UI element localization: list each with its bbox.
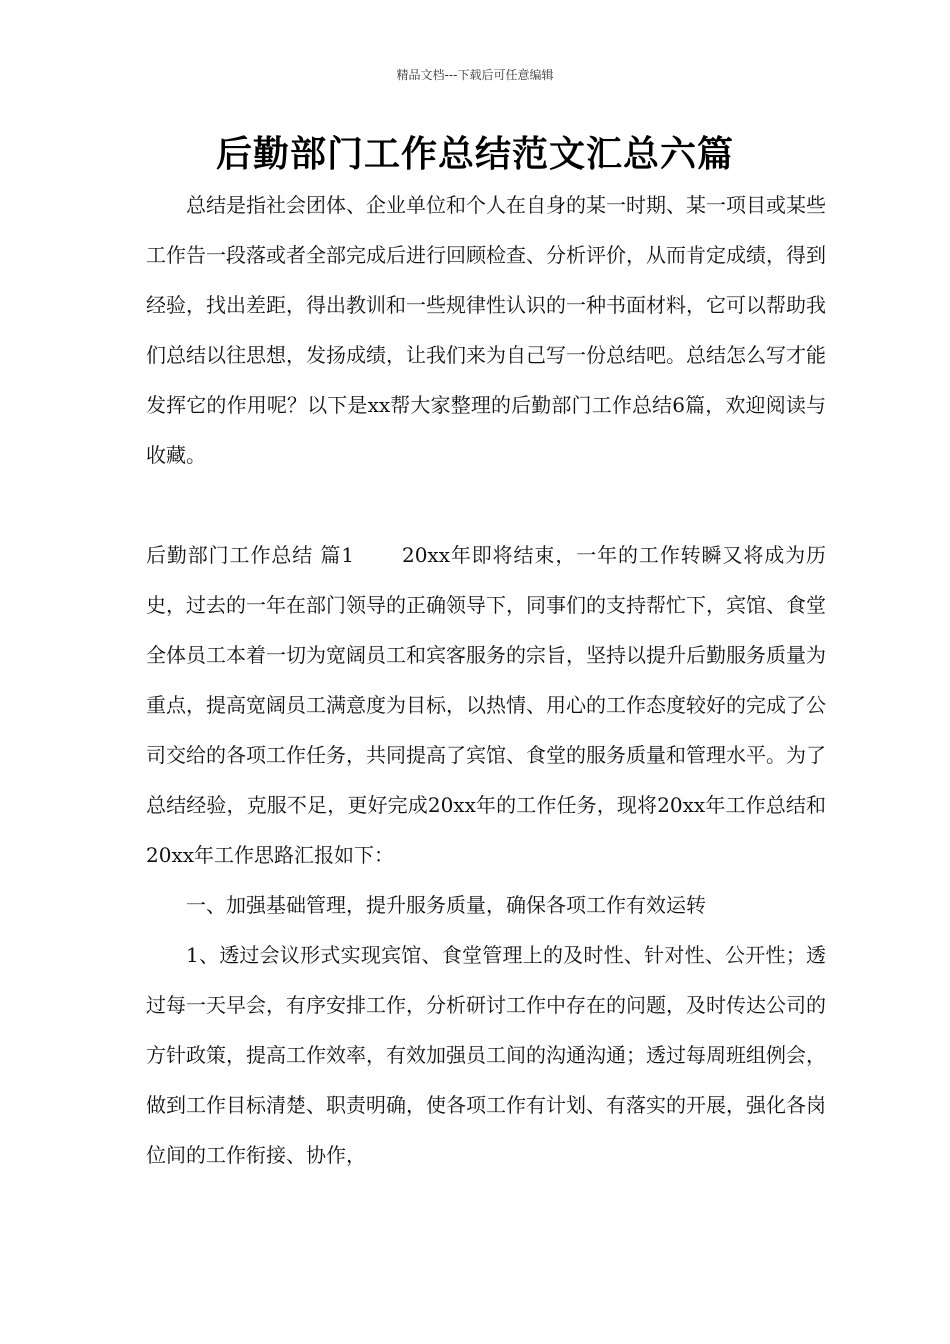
page-header: 精品文档---下载后可任意编辑 bbox=[396, 68, 554, 82]
document-body bbox=[146, 180, 826, 1180]
document-title: 后勤部门工作总结范文汇总六篇 bbox=[215, 134, 734, 175]
section-1-heading: 后勤部门工作总结 篇1 bbox=[146, 543, 354, 567]
item-1-paragraph: 1、透过会议形式实现宾馆、食堂管理上的及时性、针对性、公开性；透过每一天早会，有序安排工作，分析研讨工作中存在的问题，及时传达公司的方针政策，提高工作效率，有效加强员工间的沟通沟通；透过每周班组例会，做到工作目标清楚、职责明确，使各项工作有计划、有落实的开展，强化各岗位间的工作衔接、协作， bbox=[146, 943, 826, 1167]
section-1-paragraph bbox=[146, 530, 826, 880]
subheading-1: 一、加强基础管理，提升服务质量，确保各项工作有效运转 bbox=[186, 893, 706, 917]
paragraph-gap bbox=[146, 480, 826, 530]
intro-paragraph: 总结是指社会团体、企业单位和个人在自身的某一时期、某一项目或某些工作告一段落或者全部完成后进行回顾检查、分析评价，从而肯定成绩，得到经验，找出差距，得出教训和一些规律性认识的一种书面材料，它可以帮助我们总结以往思想，发扬成绩，让我们来为自己写一份总结吧。总结怎么写才能发挥它的作用呢？以下是xx帮大家整理的后勤部门工作总结6篇，欢迎阅读与收藏。 bbox=[146, 193, 826, 467]
section-1-text: 20xx年即将结束，一年的工作转瞬又将成为历史，过去的一年在部门领导的正确领导下，同事们的支持帮忙下，宾馆、食堂全体员工本着一切为宽阔员工和宾客服务的宗旨，坚持以提升后勤服务质量为重点，提高宽阔员工满意度为目标，以热情、用心的工作态度较好的完成了公司交给的各项工作任务，共同提高了宾馆、食堂的服务质量和管理水平。为了总结经验，克服不足，更好完成20xx年的工作任务，现将20xx年工作总结和20xx年工作思路汇报如下： bbox=[146, 543, 826, 867]
